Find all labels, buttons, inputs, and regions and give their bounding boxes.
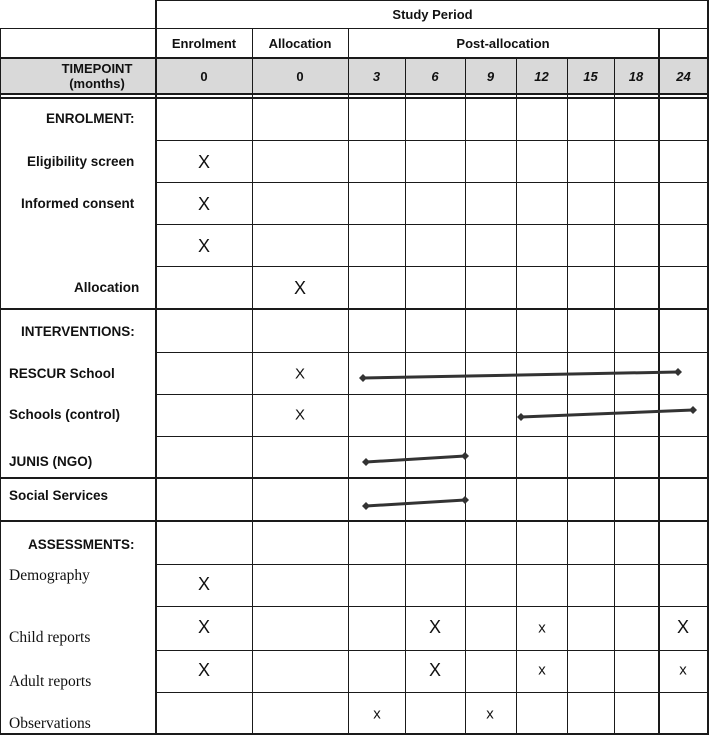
interventions-heading: INTERVENTIONS: bbox=[21, 324, 135, 339]
intervention-bar-2-end-marker bbox=[461, 452, 469, 460]
schools-control-label: Schools (control) bbox=[9, 407, 120, 422]
intervention-bar-1-start-marker bbox=[517, 413, 525, 421]
informed-consent-label: Informed consent bbox=[21, 196, 135, 211]
timepoint-unit: (months) bbox=[69, 76, 125, 91]
intervention-bar-1-end-marker bbox=[689, 406, 697, 414]
intervention-bar-3-start-marker bbox=[362, 502, 370, 510]
post-allocation-header: Post-allocation bbox=[456, 35, 550, 51]
study-period-header: Study Period bbox=[392, 6, 473, 22]
mark-rescur-allocation: X bbox=[294, 365, 306, 383]
timepoint-12: 12 bbox=[534, 68, 549, 84]
mark-child-enrolment: X bbox=[197, 617, 211, 637]
mark-observations-month-3: x bbox=[373, 705, 381, 723]
mark-adult-month-12: x bbox=[538, 661, 546, 679]
intervention-bar-0-end-marker bbox=[674, 368, 682, 376]
timepoint-text: TIMEPOINT bbox=[61, 61, 133, 76]
timepoint-18: 18 bbox=[628, 68, 644, 84]
intervention-bar-3-end-marker bbox=[461, 496, 469, 504]
mark-eligibility-enrolment: X bbox=[197, 152, 211, 172]
mark-unlabeled-enrolment: X bbox=[197, 236, 211, 256]
social-services-label: Social Services bbox=[9, 488, 109, 503]
timepoint-3: 3 bbox=[372, 68, 381, 84]
timepoint-0-enrolment: 0 bbox=[200, 68, 208, 84]
rescur-school-label: RESCUR School bbox=[9, 366, 115, 381]
mark-child-month-12: x bbox=[538, 619, 546, 637]
intervention-bar-2-start-marker bbox=[362, 458, 370, 466]
intervention-bar-0-start-marker bbox=[359, 374, 367, 382]
mark-consent-enrolment: X bbox=[197, 194, 211, 214]
intervention-bar-0 bbox=[363, 372, 678, 378]
timepoint-24: 24 bbox=[676, 68, 691, 84]
timepoint-9: 9 bbox=[486, 68, 495, 84]
mark-allocation: X bbox=[293, 278, 307, 298]
junis-ngo-label: JUNIS (NGO) bbox=[9, 454, 93, 469]
timepoint-0-allocation: 0 bbox=[296, 68, 304, 84]
mark-observations-month-9: x bbox=[486, 705, 494, 723]
mark-child-month-6: X bbox=[428, 617, 442, 637]
adult-reports-label: Adult reports bbox=[9, 673, 92, 690]
allocation-header: Allocation bbox=[268, 35, 332, 51]
enrolment-header: Enrolment bbox=[171, 35, 237, 51]
mark-schools-allocation: X bbox=[294, 406, 306, 424]
timepoint-6: 6 bbox=[431, 68, 439, 84]
demography-label: Demography bbox=[9, 567, 90, 584]
enrolment-heading: ENROLMENT: bbox=[46, 111, 135, 126]
mark-adult-month-24: x bbox=[679, 661, 687, 679]
intervention-bar-2 bbox=[366, 456, 465, 462]
allocation-label: Allocation bbox=[74, 280, 140, 295]
intervention-bar-3 bbox=[366, 500, 465, 506]
mark-demography-enrolment: X bbox=[197, 574, 211, 594]
child-reports-label: Child reports bbox=[9, 629, 91, 646]
mark-child-month-24: X bbox=[676, 617, 690, 637]
mark-adult-enrolment: X bbox=[197, 660, 211, 680]
intervention-bar-1 bbox=[521, 410, 693, 417]
assessments-heading: ASSESSMENTS: bbox=[28, 537, 135, 552]
observations-label: Observations bbox=[9, 715, 91, 732]
eligibility-screen-label: Eligibility screen bbox=[27, 154, 135, 169]
timepoint-15: 15 bbox=[583, 68, 598, 84]
mark-adult-month-6: X bbox=[428, 660, 442, 680]
